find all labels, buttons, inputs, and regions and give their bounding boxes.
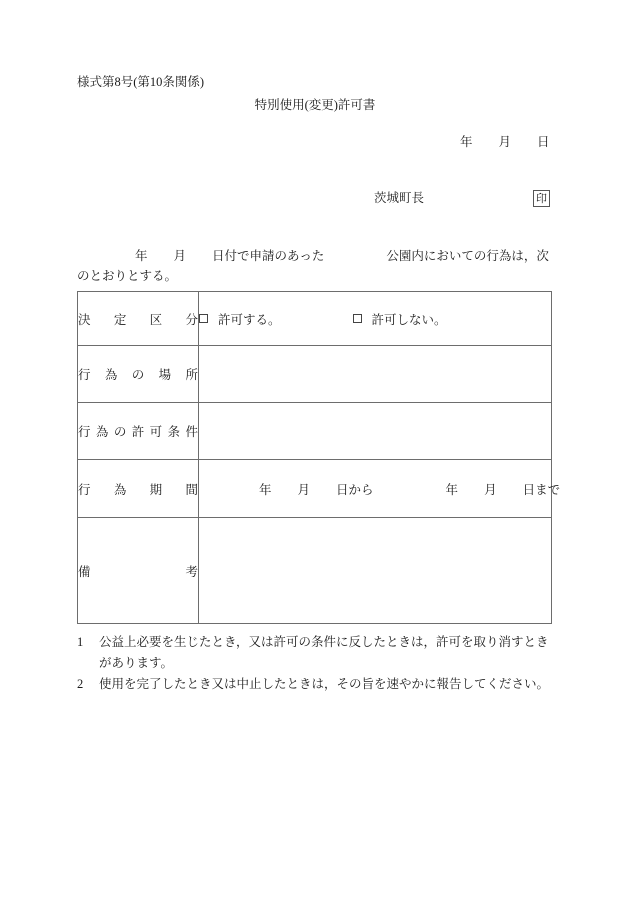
choice-permit[interactable] xyxy=(199,310,281,328)
label-char: 間 xyxy=(185,482,198,497)
issue-date-day: 日 xyxy=(537,135,550,149)
row-value-permit-conditions[interactable] xyxy=(199,403,552,460)
form-number: 様式第8号(第10条関係) xyxy=(77,75,205,89)
period-from-year: 年 xyxy=(259,482,272,497)
permit-details-table xyxy=(77,291,561,624)
label-char: の xyxy=(113,425,127,439)
label-char: 可 xyxy=(149,425,163,439)
body-paragraph xyxy=(77,246,555,286)
application-day-text: 日付で申請のあった xyxy=(212,249,325,263)
note-number: 1 xyxy=(77,635,84,649)
row-value-activity-location[interactable] xyxy=(199,346,552,403)
label-char: 定 xyxy=(113,312,127,327)
label-char: の xyxy=(131,368,145,382)
application-tail-text: 公園内においての行為は，次のとおりとする。 xyxy=(77,249,549,283)
row-label-remarks xyxy=(78,518,199,624)
application-month: 月 xyxy=(173,249,187,263)
period-from-month: 月 xyxy=(297,482,311,497)
label-char: 為 xyxy=(95,425,109,439)
note-number: 2 xyxy=(77,677,84,691)
issue-date-line xyxy=(460,136,550,149)
period-to-day: 日まで xyxy=(522,482,561,497)
note-text: 使用を完了したとき又は中止したときは，その旨を速やかに報告してください。 xyxy=(99,677,550,691)
table-row xyxy=(78,292,552,346)
period-to-month: 月 xyxy=(484,482,497,497)
label-char: 期 xyxy=(149,482,163,497)
label-char: 行 xyxy=(78,482,91,497)
table-row xyxy=(78,346,552,403)
label-char: 分 xyxy=(185,312,198,327)
application-year: 年 xyxy=(135,249,148,263)
issuer-name: 茨城町長 xyxy=(374,191,425,205)
document-title: 特別使用(変更)許可書 xyxy=(254,98,376,112)
choice-deny-label: 許可しない。 xyxy=(371,312,447,327)
checkbox-deny-icon[interactable] xyxy=(353,314,362,323)
row-value-decision-category xyxy=(199,292,552,346)
choice-permit-label: 許可する。 xyxy=(218,312,281,327)
period-to-year: 年 xyxy=(445,482,459,497)
period-from-day: 日から xyxy=(336,482,374,497)
label-char: 場 xyxy=(158,368,172,382)
checkbox-permit-icon[interactable] xyxy=(199,314,208,323)
label-char: 条 xyxy=(167,425,181,439)
footer-notes xyxy=(77,632,555,695)
label-char: 考 xyxy=(185,564,198,579)
label-char: 決 xyxy=(78,312,91,327)
row-label-activity-period xyxy=(78,460,199,518)
issue-date-month: 月 xyxy=(498,135,512,149)
note-text: 公益上必要を生じたとき，又は許可の条件に反したときは，許可を取り消すときがあります。 xyxy=(99,635,549,670)
row-value-remarks[interactable] xyxy=(199,518,552,624)
row-label-permit-conditions xyxy=(78,403,199,460)
label-char: 許 xyxy=(131,425,145,439)
row-label-activity-location xyxy=(78,346,199,403)
note-item xyxy=(77,674,555,695)
table-row xyxy=(78,403,552,460)
row-label-decision-category xyxy=(78,292,199,346)
label-char: 行 xyxy=(78,425,91,439)
table-row xyxy=(78,518,552,624)
table-row xyxy=(78,460,552,518)
row-value-activity-period[interactable] xyxy=(199,460,561,518)
label-char: 行 xyxy=(78,368,91,382)
label-char: 為 xyxy=(113,482,127,497)
note-item xyxy=(77,632,555,674)
label-char: 区 xyxy=(149,312,163,327)
seal-stamp-box: 印 xyxy=(533,190,550,207)
label-char: 備 xyxy=(78,564,91,579)
label-char: 所 xyxy=(185,368,198,382)
label-char: 件 xyxy=(185,425,198,439)
issue-date-year: 年 xyxy=(460,135,473,149)
label-char: 為 xyxy=(104,368,118,382)
choice-deny[interactable] xyxy=(353,310,447,328)
